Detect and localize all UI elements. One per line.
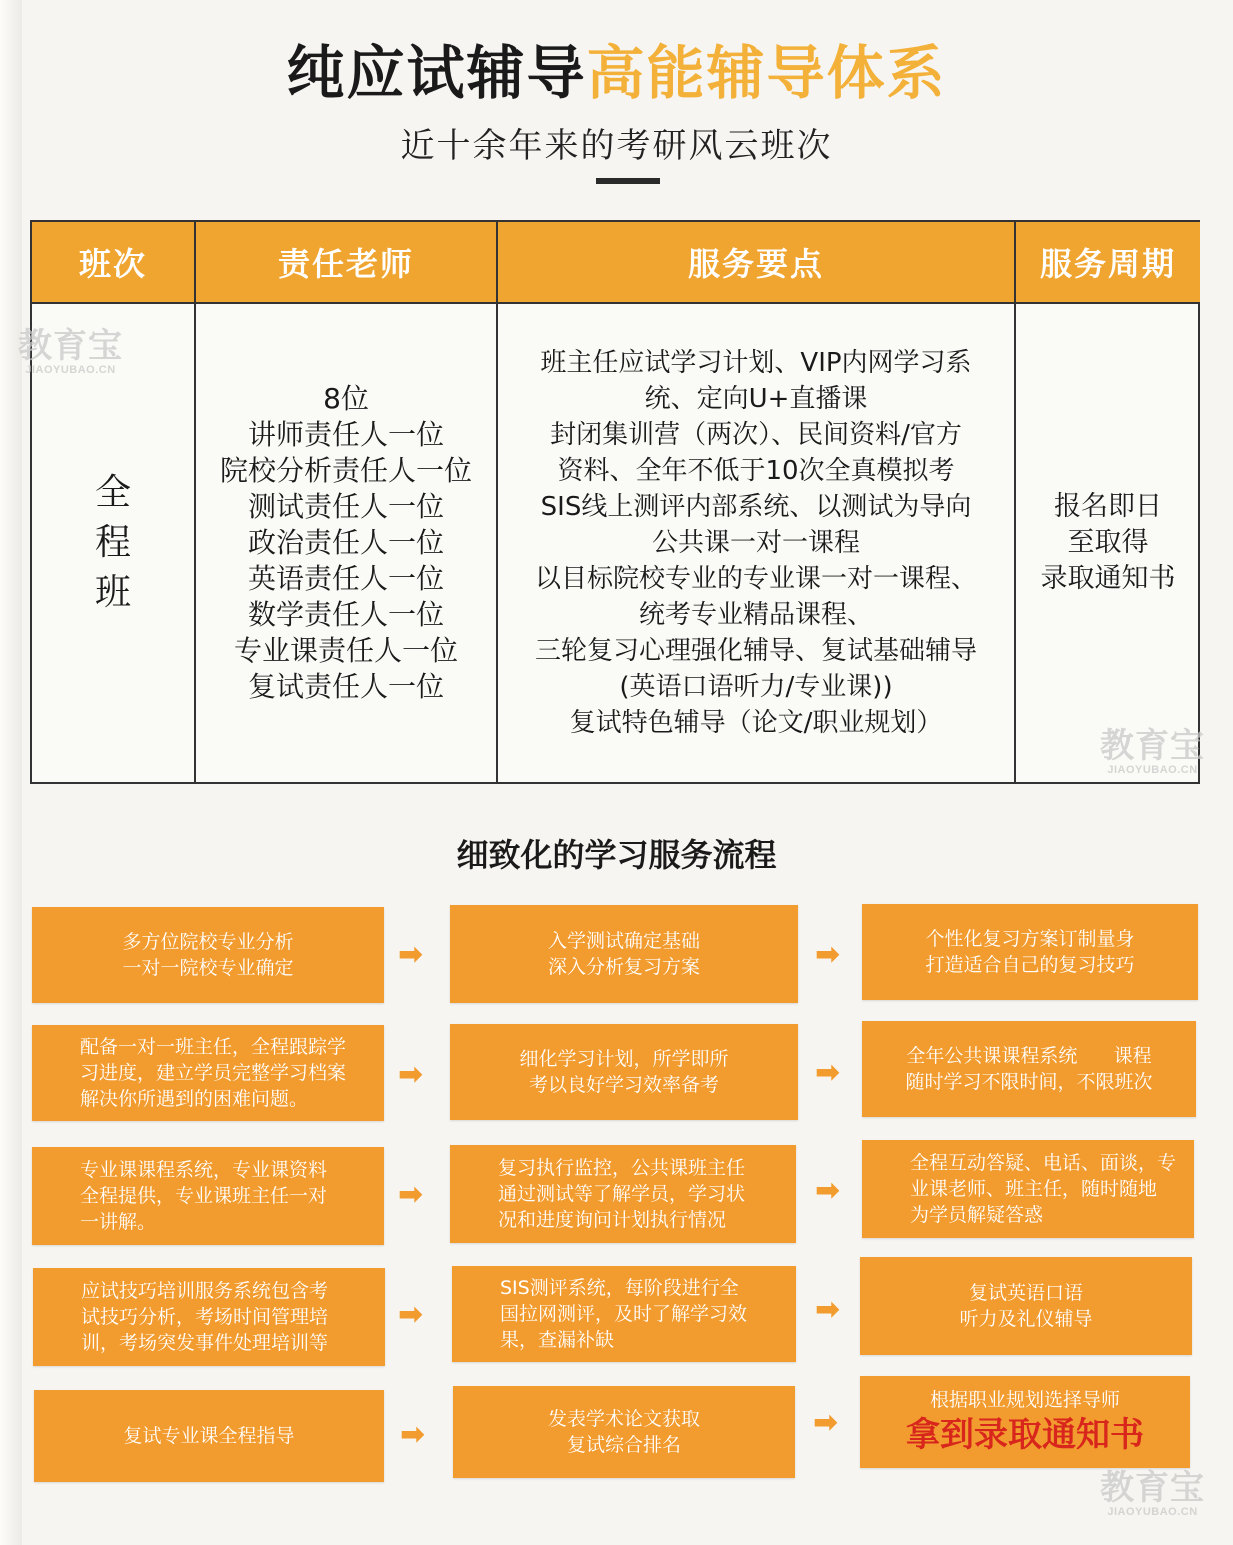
page-subtitle: 近十余年来的考研风云班次 [400,126,833,166]
step-line: 训，考场突发事件处理培训等 [81,1332,329,1354]
teacher-list [220,381,472,705]
column-service [498,222,1016,782]
step-line: 一对一院校专业确定 [122,957,294,979]
step-line: 况和进度询问计划执行情况 [498,1209,727,1231]
period-text [1041,489,1176,597]
step-line: SIS测评系统，每阶段进行全 [500,1277,739,1299]
arrow-right-icon: ➡ [398,1177,424,1212]
column-teachers [196,222,498,782]
step-line: 细化学习计划，所学即所 [519,1048,729,1070]
watermark-logo: 教育宝 JIAOYUBAO.CN [18,327,123,376]
step-line: 习进度，建立学员完整学习档案 [80,1062,347,1084]
step-line: 深入分析复习方案 [547,956,700,978]
service-list [535,345,977,741]
service-line: 三轮复习心理强化辅导、复试基础辅导 [534,636,977,666]
class-name: 全程班 [94,472,131,613]
step-line: 随时学习不限时间，不限班次 [905,1071,1153,1093]
step-line: 打造适合自己的复习技巧 [925,954,1135,976]
arrow-right-icon: ➡ [815,1055,841,1090]
service-line: SIS线上测评内部系统、以测试为导向 [540,492,972,522]
service-line: 复试特色辅导（论文/职业规划） [569,708,943,738]
teacher-line: 数学责任人一位 [247,598,444,631]
step-line: 全程互动答疑、电话、面谈，专 [910,1152,1177,1174]
teacher-line: 专业课责任人一位 [233,634,458,667]
flow-step [34,1390,384,1482]
flow-title: 细致化的学习服务流程 [456,836,777,874]
period-line: 录取通知书 [1040,563,1176,594]
header-teachers: 责任老师 [196,222,496,304]
step-line: 个性化复习方案订制量身 [925,928,1135,950]
step-line: 一讲解。 [80,1211,157,1233]
service-line: 以目标院校专业的专业课一对一课程、 [534,564,977,594]
flow-step [452,1266,796,1362]
title-part-b: 高能辅导体系 [586,39,947,107]
teacher-line: 8位 [323,382,369,415]
step-line: 复试综合排名 [566,1434,681,1456]
arrow-right-icon: ➡ [815,1292,841,1327]
cell-service [498,304,1014,782]
step-line: 复习执行监控，公共课班主任 [498,1157,746,1179]
page-title [0,36,1233,110]
step-line: 全程提供，专业课班主任一对 [80,1185,328,1207]
flow-step [450,1024,798,1120]
step-line: 解决你所遇到的困难问题。 [80,1088,309,1110]
step-line: 听力及礼仪辅导 [959,1308,1093,1330]
step-line: 根据职业规划选择导师 [929,1389,1120,1411]
step-line: 通过测试等了解学员，学习状 [498,1183,746,1205]
teacher-line: 复试责任人一位 [247,670,444,703]
step-line: 应试技巧培训服务系统包含考 [81,1280,329,1302]
class-table [30,220,1200,784]
flow-step [32,1147,384,1245]
step-line: 入学测试确定基础 [547,930,700,952]
teacher-line: 讲师责任人一位 [247,418,444,451]
arrow-right-icon: ➡ [815,937,841,972]
service-line: 统考专业精品课程、 [638,600,873,630]
period-line: 至取得 [1067,527,1149,558]
flow-step [862,1021,1196,1117]
flow-step [862,1140,1194,1238]
service-line: (英语口语听力/专业课)) [619,672,893,702]
teacher-line: 测试责任人一位 [247,490,444,523]
header-service: 服务要点 [498,222,1014,304]
step-line: 发表学术论文获取 [547,1408,700,1430]
arrow-right-icon: ➡ [815,1173,841,1208]
flow-step [32,907,384,1003]
admission-highlight: 拿到录取通知书 [906,1415,1144,1455]
title-divider [596,178,660,184]
flow-step [860,1257,1192,1355]
step-line: 复试专业课全程指导 [123,1425,295,1447]
step-line: 试技巧分析，考场时间管理培 [81,1306,329,1328]
flow-step [33,1268,385,1366]
column-class [32,222,196,782]
flow-step [450,1145,796,1243]
teacher-line: 英语责任人一位 [247,562,444,595]
step-line: 配备一对一班主任，全程跟踪学 [80,1036,347,1058]
step-line: 全年公共课课程系统 课程 [906,1045,1152,1067]
column-period [1016,222,1200,782]
flow-step-final [860,1376,1190,1468]
period-line: 报名即日 [1054,491,1162,522]
step-line: 为学员解疑答惑 [910,1204,1044,1226]
step-line: 多方位院校专业分析 [122,931,294,953]
step-line: 专业课课程系统，专业课资料 [80,1159,328,1181]
watermark-logo: 教育宝 JIAOYUBAO.CN [1100,727,1205,776]
service-line: 资料、全年不低于10次全真模拟考 [557,456,955,486]
header-class: 班次 [32,222,194,304]
cell-period [1016,304,1200,782]
flow-step [453,1386,795,1478]
arrow-right-icon: ➡ [400,1417,426,1452]
service-line: 封闭集训营（两次）、民间资料/官方 [550,420,962,450]
step-line: 复试英语口语 [968,1282,1083,1304]
service-line: 公共课一对一课程 [651,528,860,558]
arrow-right-icon: ➡ [398,1297,424,1332]
service-line: 班主任应试学习计划、VIP内网学习系 [540,348,972,378]
arrow-right-icon: ➡ [398,1057,424,1092]
header-period: 服务周期 [1016,222,1200,304]
page-edge [0,0,22,1545]
arrow-right-icon: ➡ [813,1405,839,1440]
watermark-logo: 教育宝 JIAOYUBAO.CN [1100,1469,1205,1518]
arrow-right-icon: ➡ [398,937,424,972]
step-line: 业课老师、班主任，随时随地 [910,1178,1158,1200]
service-line: 统、定向U+直播课 [644,384,868,414]
teacher-line: 政治责任人一位 [247,526,444,559]
step-line: 考以良好学习效率备考 [528,1074,719,1096]
step-line: 国拉网测评，及时了解学习效 [500,1303,748,1325]
title-part-a: 纯应试辅导 [286,39,587,107]
flow-step [450,905,798,1003]
teacher-line: 院校分析责任人一位 [219,454,472,487]
cell-teachers [196,304,496,782]
step-line: 果，查漏补缺 [500,1329,615,1351]
flow-step [862,904,1198,1000]
flow-step [32,1025,384,1121]
